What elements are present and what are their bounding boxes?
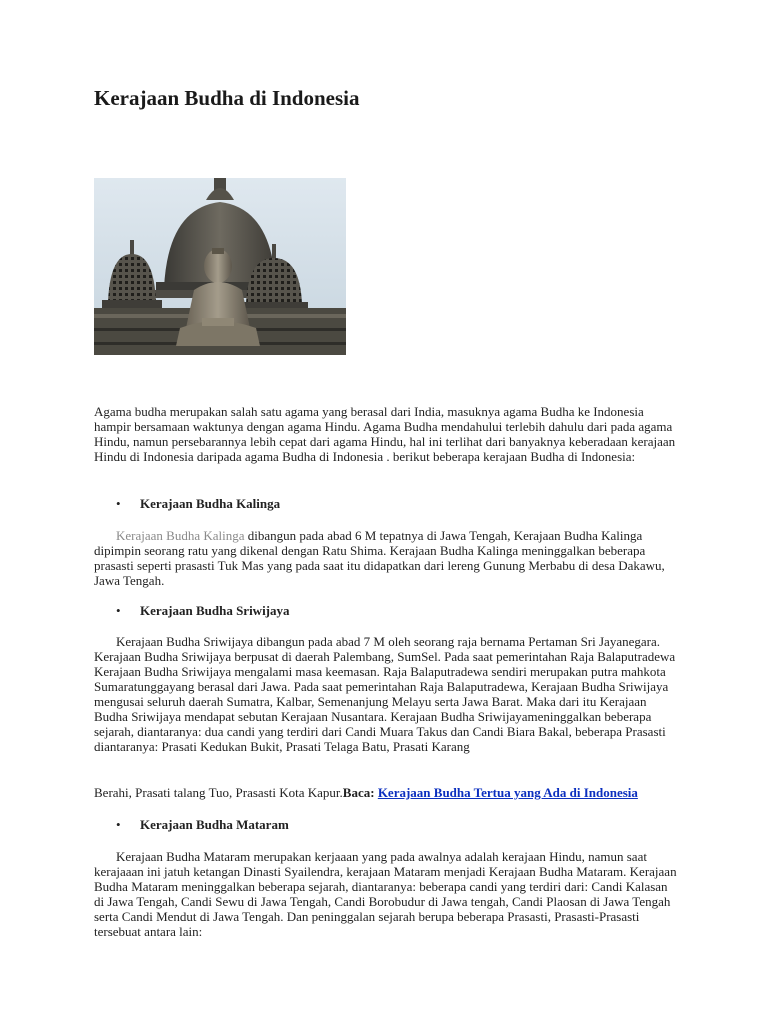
kalinga-lead: Kerajaan Budha Kalinga xyxy=(116,528,245,543)
bullet-mataram xyxy=(116,817,289,832)
sriwijaya-continuation xyxy=(94,785,678,800)
mataram-paragraph: Kerajaan Budha Mataram merupakan kerjaaan yang pada awalnya adalah kerajaan Hindu, namun saat kerajaaan ini jatuh ketangan Dinasti Syailendra, kerajaan Mataram menjadi Kerajaan Budha Mataram. Kerajaan Budha Mataram meninggalkan beberapa sejarah, diantaranya: beberapa candi yang terdiri dari: Candi Kalasan di Jawa Tengah, Candi Sewu di Jawa Tengah, Candi Borobudur di Jawa tengah, Candi Plaosan di Jawa Tengah serta Candi Mendut di Jawa Tengah. Dan peninggalan sejarah berupa beberapa Prasasti, Prasasti-Prasasti tersebuat antara lain: xyxy=(94,849,677,939)
kalinga-text: dibangun pada abad 6 M tepatnya di Jawa Tengah, Kerajaan Budha Kalinga dipimpin seorang ratu yang dikenal dengan Ratu Shima. Kerajaan Budha Kalinga meninggalkan beberapa prasasti seperti prasasti Tuk Mas yang pada saat itu didapatkan dari lereng Gunung Merbabu di desa Dakawu, Jawa Tengah. xyxy=(94,528,665,588)
continuation-text: Berahi, Prasati talang Tuo, Prasasti Kota Kapur. xyxy=(94,785,343,800)
read-link[interactable]: Kerajaan Budha Tertua yang Ada di Indonesia xyxy=(377,785,638,800)
heading-mataram: Kerajaan Budha Mataram xyxy=(140,817,289,832)
heading-kalinga: Kerajaan Budha Kalinga xyxy=(140,496,281,511)
bullet-icon: • xyxy=(116,817,121,832)
sriwijaya-paragraph: Kerajaan Budha Sriwijaya dibangun pada abad 7 M oleh seorang raja bernama Pertaman Sri Jayanegara. Kerajaan Budha Sriwijaya berpusat di daerah Palembang, SumSel. Pada saat pemerintahan Raja Balaputradewa Kerajaan Budha Sriwijaya mengalami masa keemasan. Raja Balaputradewa sendiri merupakan putra mahkota Sumaratunggayang berasal dari Jawa. Pada saat pemerintahan Raja Balaputradewa, Kerajaan Budha Sriwijaya mengusai seluruh daerah Sumatra, Kalbar, Semenanjung Melayu serta Jawa Barat. Maka dari itu Kerajaan Budha Sriwijaya mendapat sebutan Kerajaan Nusantara. Kerajaan Budha Sriwijayameninggalkan beberapa sejarah, diantaranya: dua candi yang terdiri dari Candi Muara Takus dan Candi Biara Bakal, beberapa Prasasti diantaranya: Prasati Kedukan Bukit, Prasati Telaga Batu, Prasati Karang xyxy=(94,634,676,754)
bullet-kalinga xyxy=(116,496,280,511)
borobudur-photo xyxy=(94,178,346,355)
page-title: Kerajaan Budha di Indonesia xyxy=(94,86,360,110)
heading-sriwijaya: Kerajaan Budha Sriwijaya xyxy=(140,603,290,618)
intro-paragraph: Agama budha merupakan salah satu agama yang berasal dari India, masuknya agama Budha ke Indonesia hampir bersamaan waktunya dengan agama Hindu. Agama Budha mendahului terlebih dahulu dari pada agama Hindu, namun persebarannya lebih cepat dari agama Hindu, hal ini terlihat dari banyaknya keberadaan kerajaan Hindu di Indonesia daripada agama Budha di Indonesia . berikut beberapa kerajaan Budha di Indonesia: xyxy=(94,404,676,464)
bullet-icon: • xyxy=(116,603,121,618)
bullet-sriwijaya xyxy=(116,603,290,618)
bullet-icon: • xyxy=(116,496,121,511)
kalinga-paragraph xyxy=(94,528,678,588)
read-label: Baca: xyxy=(342,785,378,800)
